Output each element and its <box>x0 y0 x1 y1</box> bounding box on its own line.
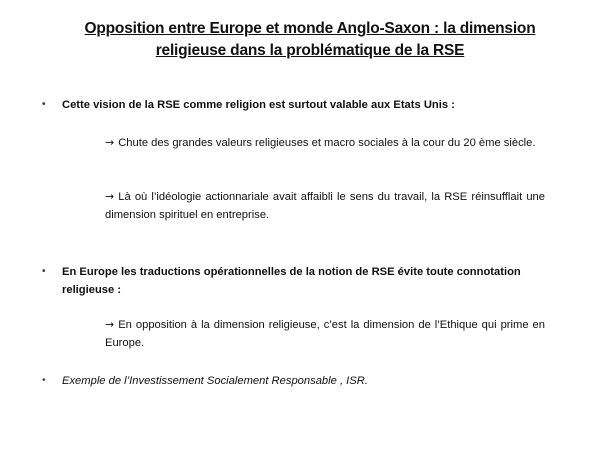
arrow-right-icon: → <box>105 190 115 203</box>
bullet-dot-icon: • <box>42 99 46 110</box>
bullet-dot-icon: • <box>42 266 46 277</box>
bullet-isr-example <box>42 372 552 390</box>
arrow-right-icon: → <box>105 318 115 331</box>
bullet-dot-icon: • <box>42 375 46 386</box>
title-line-2: religieuse dans la problématique de la RSE <box>155 42 465 59</box>
bullet-usa <box>42 96 562 114</box>
subpoint-ideologie-actionnariale <box>105 188 545 224</box>
slide-title <box>60 18 560 62</box>
bullet-text: Exemple de l’Investissement Socialement Responsable , ISR. <box>62 375 368 387</box>
bullet-text: Cette vision de la RSE comme religion est surtout valable aux Etats Unis : <box>62 99 455 111</box>
subpoint-chute-valeurs <box>105 134 545 152</box>
bullet-europe <box>42 263 552 299</box>
subpoint-ethique <box>105 316 545 352</box>
subpoint-text: En opposition à la dimension religieuse, c’est la dimension de l’Ethique qui prime en Europe. <box>105 319 545 349</box>
subpoint-text: Chute des grandes valeurs religieuses et macro sociales à la cour du 20 ème siècle. <box>118 137 536 149</box>
subpoint-text: Là où l’idéologie actionnariale avait affaibli le sens du travail, la RSE réinsufflait une dimension spirituel en entreprise. <box>105 191 545 221</box>
title-line-1: Opposition entre Europe et monde Anglo-Saxon : la dimension <box>84 20 536 37</box>
bullet-text: En Europe les traductions opérationnelles de la notion de RSE évite toute connotation religieuse : <box>62 266 521 296</box>
arrow-right-icon: → <box>105 136 115 149</box>
